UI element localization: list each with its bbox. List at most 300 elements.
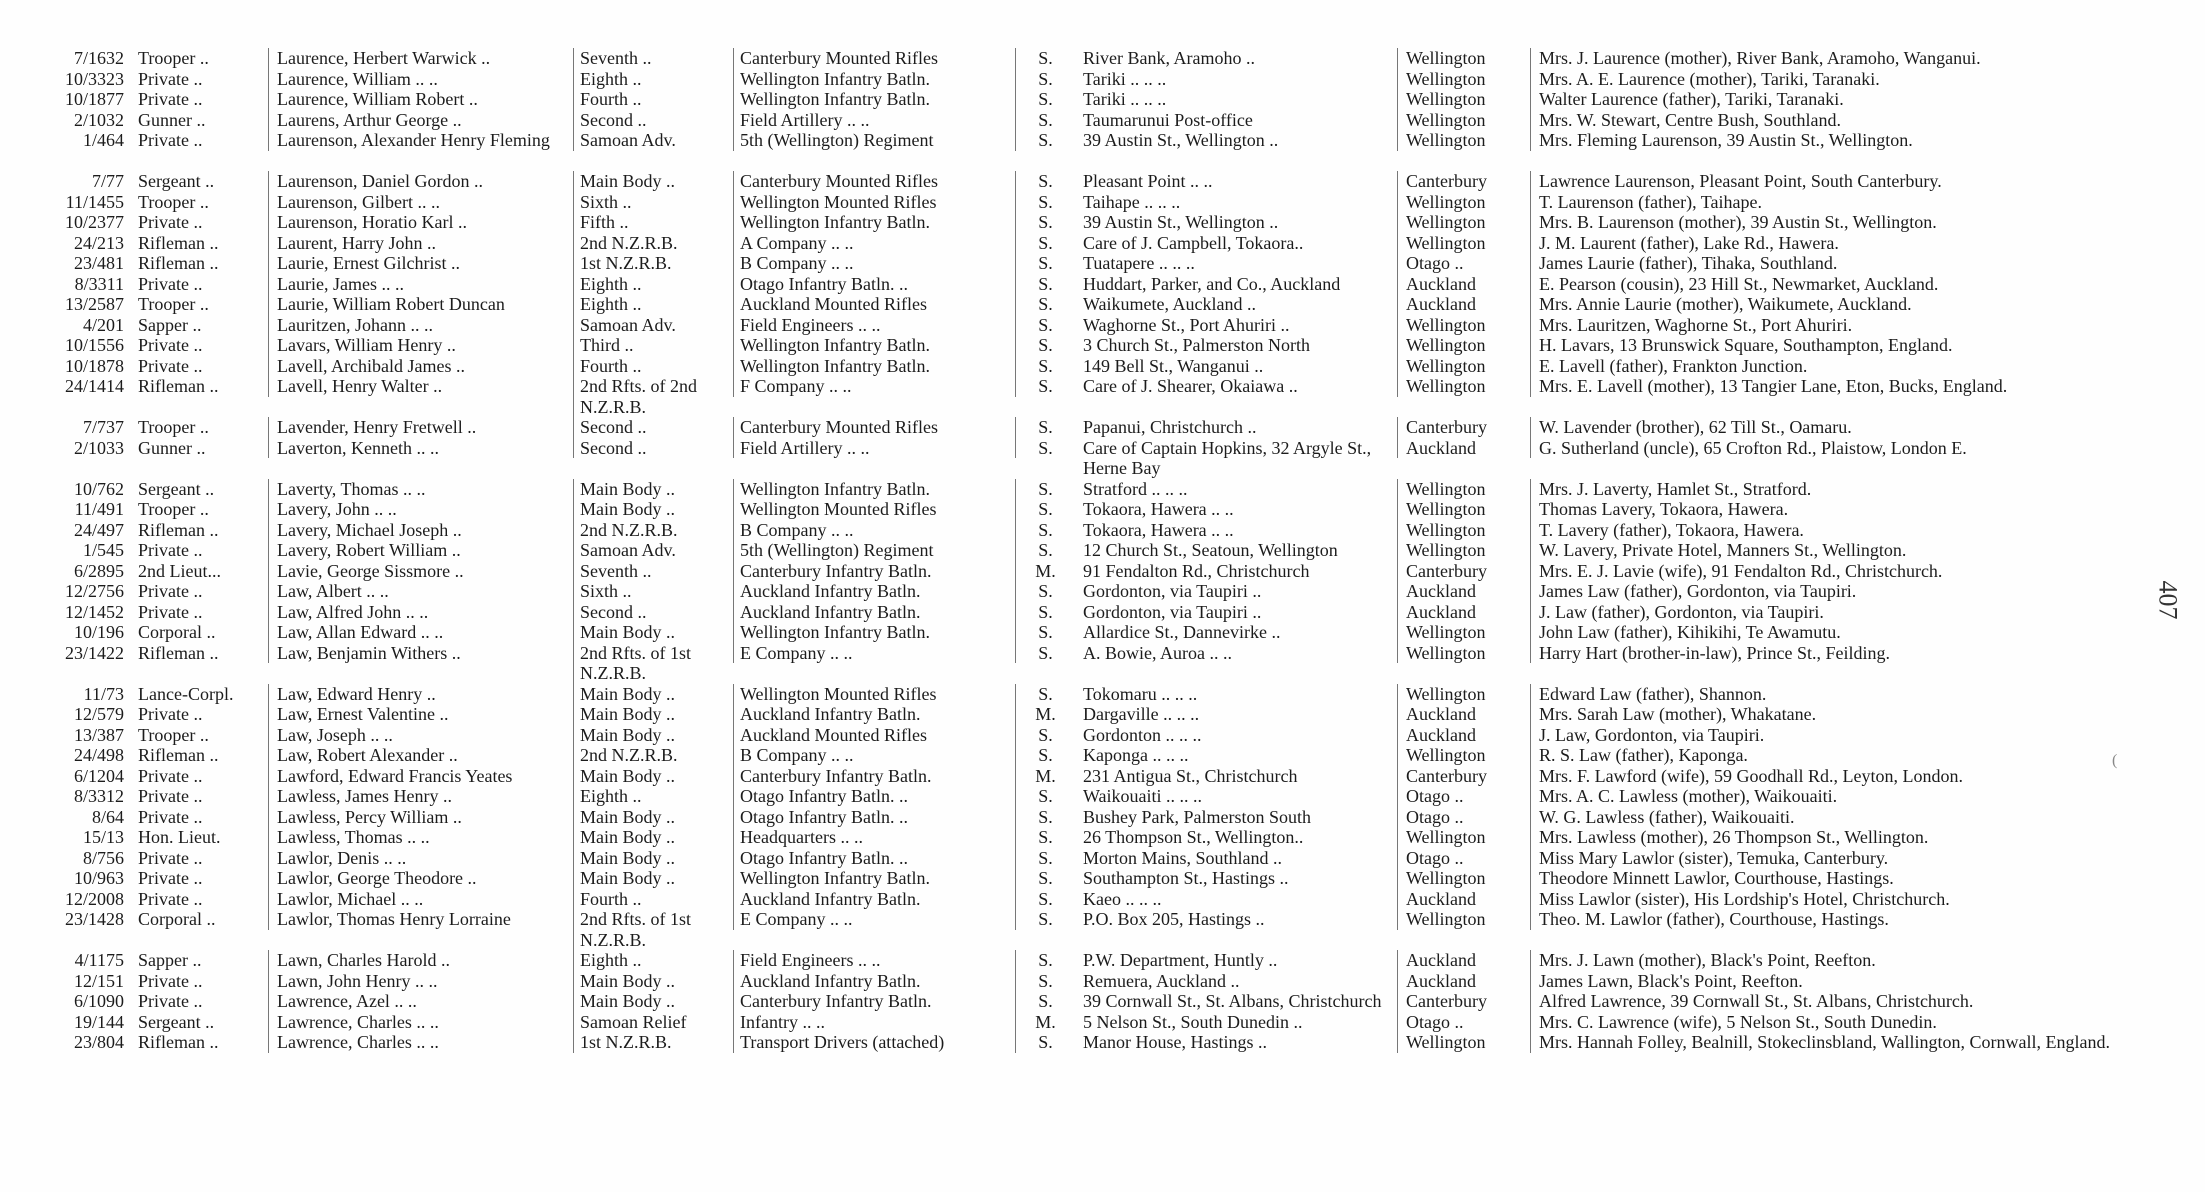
- cell-name: Lawford, Edward Francis Yeates: [268, 766, 573, 787]
- cell-region: Wellington: [1397, 684, 1530, 705]
- roll-entry: [38, 110, 2138, 131]
- cell-corps: Canterbury Infantry Batln.: [733, 766, 1015, 787]
- roll-entry: [38, 48, 2138, 69]
- cell-corps: Auckland Infantry Batln.: [733, 889, 1015, 910]
- cell-addr: Taumarunui Post-office: [1083, 109, 1253, 130]
- cell-addr: Papanui, Christchurch ..: [1083, 417, 1257, 437]
- cell-kin: Mrs. E. J. Lavie (wife), 91 Fendalton Rd., Christchurch.: [1530, 561, 2138, 582]
- cell-region: Wellington: [1397, 69, 1530, 90]
- cell-rank: Rifleman ..: [138, 642, 219, 663]
- cell-rank: Private ..: [138, 991, 203, 1011]
- cell-region: Auckland: [1397, 950, 1530, 971]
- cell-kin: Mrs. Annie Laurie (mother), Waikumete, Auckland.: [1530, 294, 2138, 315]
- cell-num: 10/1877: [64, 89, 124, 109]
- cell-kin: W. Lavery, Private Hotel, Manners St., Wellington.: [1530, 540, 2138, 561]
- cell-num: 10/1878: [64, 355, 124, 376]
- cell-corps: Headquarters .. ..: [733, 827, 1015, 848]
- cell-corps: Wellington Infantry Batln.: [733, 356, 1015, 377]
- cell-ms: S.: [1015, 233, 1075, 254]
- cell-corps: E Company .. ..: [733, 909, 1015, 930]
- cell-num: 24/213: [73, 232, 124, 253]
- cell-kin: Mrs. E. Lavell (mother), 13 Tangier Lane, Eton, Bucks, England.: [1530, 376, 2138, 397]
- cell-unit: Samoan Relief: [573, 1012, 733, 1033]
- cell-region: Auckland: [1397, 602, 1530, 623]
- cell-addr: Taihape .. .. ..: [1083, 191, 1181, 212]
- cell-name: Laurence, William Robert ..: [268, 89, 573, 110]
- cell-ms: S.: [1015, 807, 1075, 828]
- cell-addr: River Bank, Aramoho ..: [1083, 48, 1255, 68]
- cell-unit: Main Body ..: [573, 704, 733, 725]
- page-number: 407: [2153, 580, 2183, 620]
- cell-name: Laurie, Ernest Gilchrist ..: [268, 253, 573, 274]
- cell-kin: John Law (father), Kihikihi, Te Awamutu.: [1530, 622, 2138, 643]
- roll-entry: [38, 827, 2138, 848]
- cell-ms: S.: [1015, 950, 1075, 971]
- cell-corps: Wellington Mounted Rifles: [733, 684, 1015, 705]
- roll-entry: [38, 540, 2138, 561]
- cell-addr: Dargaville .. .. ..: [1083, 704, 1200, 724]
- roll-entry: [38, 786, 2138, 807]
- cell-addr: Huddart, Parker, and Co., Auckland: [1083, 273, 1341, 294]
- cell-ms: S.: [1015, 889, 1075, 910]
- cell-unit: 1st N.Z.R.B.: [573, 253, 733, 274]
- cell-unit: 2nd Rfts. of 1st N.Z.R.B.: [573, 909, 733, 950]
- cell-ms: S.: [1015, 376, 1075, 397]
- cell-ms: S.: [1015, 520, 1075, 541]
- cell-rank: Private ..: [138, 540, 203, 560]
- cell-corps: F Company .. ..: [733, 376, 1015, 397]
- cell-ms: S.: [1015, 89, 1075, 110]
- cell-rank: Private ..: [138, 888, 203, 909]
- cell-region: Wellington: [1397, 110, 1530, 131]
- roll-entry: [38, 274, 2138, 295]
- cell-region: Auckland: [1397, 581, 1530, 602]
- cell-unit: Fourth ..: [573, 89, 733, 110]
- cell-unit: Eighth ..: [573, 274, 733, 295]
- cell-corps: Field Engineers .. ..: [733, 315, 1015, 336]
- cell-addr: Gordonton, via Taupiri ..: [1083, 601, 1262, 622]
- cell-kin: J. M. Laurent (father), Lake Rd., Hawera.: [1530, 233, 2138, 254]
- roll-entry: [38, 356, 2138, 377]
- cell-rank: Rifleman ..: [138, 1032, 219, 1052]
- cell-ms: S.: [1015, 499, 1075, 520]
- cell-num: 12/2008: [64, 888, 124, 909]
- cell-name: Laurent, Harry John ..: [268, 233, 573, 254]
- cell-rank: Trooper ..: [138, 724, 209, 745]
- cell-addr: 39 Cornwall St., St. Albans, Christchurch: [1083, 991, 1382, 1011]
- cell-name: Lawless, Percy William ..: [268, 807, 573, 828]
- cell-kin: Mrs. B. Laurenson (mother), 39 Austin St., Wellington.: [1530, 212, 2138, 233]
- cell-unit: Eighth ..: [573, 786, 733, 807]
- cell-ms: S.: [1015, 315, 1075, 336]
- cell-rank: Private ..: [138, 68, 203, 89]
- cell-unit: 2nd Rfts. of 1st N.Z.R.B.: [573, 643, 733, 684]
- cell-num: 11/491: [74, 499, 124, 519]
- cell-unit: Eighth ..: [573, 950, 733, 971]
- cell-name: Lawn, John Henry .. ..: [268, 971, 573, 992]
- cell-name: Laurenson, Daniel Gordon ..: [268, 171, 573, 192]
- cell-ms: S.: [1015, 848, 1075, 869]
- cell-addr: Waghorne St., Port Ahuriri ..: [1083, 314, 1290, 335]
- cell-region: Wellington: [1397, 622, 1530, 643]
- cell-addr: 3 Church St., Palmerston North: [1083, 335, 1310, 355]
- cell-region: Wellington: [1397, 48, 1530, 69]
- cell-kin: Mrs. C. Lawrence (wife), 5 Nelson St., South Dunedin.: [1530, 1012, 2138, 1033]
- roll-entry: [38, 1012, 2138, 1033]
- cell-unit: Main Body ..: [573, 848, 733, 869]
- cell-kin: E. Pearson (cousin), 23 Hill St., Newmarket, Auckland.: [1530, 274, 2138, 295]
- cell-kin: W. G. Lawless (father), Waikouaiti.: [1530, 807, 2138, 828]
- cell-name: Laurenson, Horatio Karl ..: [268, 212, 573, 233]
- cell-rank: Rifleman ..: [138, 519, 219, 540]
- cell-region: Otago ..: [1397, 848, 1530, 869]
- cell-rank: Rifleman ..: [138, 232, 219, 253]
- cell-corps: Wellington Mounted Rifles: [733, 499, 1015, 520]
- cell-kin: Mrs. A. C. Lawless (mother), Waikouaiti.: [1530, 786, 2138, 807]
- cell-corps: Auckland Mounted Rifles: [733, 294, 1015, 315]
- cell-num: 24/497: [73, 519, 124, 540]
- roll-entry: [38, 622, 2138, 643]
- cell-rank: Private ..: [138, 273, 203, 294]
- cell-ms: S.: [1015, 212, 1075, 233]
- cell-kin: R. S. Law (father), Kaponga.: [1530, 745, 2138, 766]
- cell-corps: Canterbury Mounted Rifles: [733, 48, 1015, 69]
- cell-corps: Otago Infantry Batln. ..: [733, 274, 1015, 295]
- cell-num: 10/2377: [64, 212, 124, 232]
- roll-entry: [38, 766, 2138, 787]
- cell-name: Lavell, Archibald James ..: [268, 356, 573, 377]
- cell-addr: 231 Antigua St., Christchurch: [1083, 765, 1298, 786]
- cell-corps: Field Artillery .. ..: [733, 438, 1015, 459]
- cell-region: Wellington: [1397, 192, 1530, 213]
- cell-region: Wellington: [1397, 499, 1530, 520]
- cell-addr: A. Bowie, Auroa .. ..: [1083, 642, 1232, 663]
- cell-num: 6/2895: [73, 560, 124, 581]
- cell-num: 2/1033: [73, 437, 124, 458]
- cell-kin: T. Laurenson (father), Taihape.: [1530, 192, 2138, 213]
- cell-num: 7/77: [91, 171, 124, 191]
- cell-kin: James Lawn, Black's Point, Reefton.: [1530, 971, 2138, 992]
- cell-region: Wellington: [1397, 376, 1530, 397]
- cell-unit: Second ..: [573, 417, 733, 438]
- cell-num: 23/804: [73, 1032, 124, 1052]
- cell-region: Auckland: [1397, 294, 1530, 315]
- cell-region: Canterbury: [1397, 171, 1530, 192]
- cell-num: 23/1422: [64, 642, 124, 663]
- roll-entry: [38, 438, 2138, 479]
- roll-entry: [38, 848, 2138, 869]
- cell-addr: Tokaora, Hawera .. ..: [1083, 499, 1234, 519]
- cell-rank: Trooper ..: [138, 499, 209, 519]
- cell-num: 8/64: [91, 806, 124, 827]
- cell-num: 10/762: [73, 478, 124, 499]
- roll-entry: [38, 950, 2138, 971]
- cell-addr: Kaeo .. .. ..: [1083, 888, 1162, 909]
- cell-name: Laurenson, Gilbert .. ..: [268, 192, 573, 213]
- cell-rank: Sergeant ..: [138, 171, 215, 191]
- cell-ms: S.: [1015, 602, 1075, 623]
- cell-corps: Auckland Mounted Rifles: [733, 725, 1015, 746]
- roll-entry: [38, 89, 2138, 110]
- cell-num: 1/545: [82, 540, 124, 560]
- cell-kin: G. Sutherland (uncle), 65 Crofton Rd., Plaistow, London E.: [1530, 438, 2138, 459]
- cell-rank: Private ..: [138, 335, 203, 355]
- cell-name: Law, Ernest Valentine ..: [268, 704, 573, 725]
- cell-corps: Auckland Infantry Batln.: [733, 581, 1015, 602]
- cell-name: Law, Joseph .. ..: [268, 725, 573, 746]
- cell-num: 6/1204: [73, 765, 124, 786]
- cell-kin: E. Lavell (father), Frankton Junction.: [1530, 356, 2138, 377]
- cell-name: Lavery, John .. ..: [268, 499, 573, 520]
- cell-addr: Tariki .. .. ..: [1083, 89, 1167, 109]
- cell-ms: S.: [1015, 684, 1075, 705]
- cell-addr: Tariki .. .. ..: [1083, 68, 1167, 89]
- cell-ms: S.: [1015, 274, 1075, 295]
- cell-corps: Infantry .. ..: [733, 1012, 1015, 1033]
- cell-region: Otago ..: [1397, 786, 1530, 807]
- cell-ms: S.: [1015, 971, 1075, 992]
- cell-name: Lauritzen, Johann .. ..: [268, 315, 573, 336]
- cell-num: 12/1452: [64, 601, 124, 622]
- cell-rank: Private ..: [138, 868, 203, 888]
- cell-unit: 2nd N.Z.R.B.: [573, 520, 733, 541]
- cell-ms: S.: [1015, 622, 1075, 643]
- cell-kin: J. Law (father), Gordonton, via Taupiri.: [1530, 602, 2138, 623]
- cell-kin: Miss Lawlor (sister), His Lordship's Hotel, Christchurch.: [1530, 889, 2138, 910]
- cell-corps: Otago Infantry Batln. ..: [733, 807, 1015, 828]
- cell-ms: S.: [1015, 643, 1075, 664]
- roll-entry: [38, 971, 2138, 992]
- cell-corps: B Company .. ..: [733, 520, 1015, 541]
- roll-entry: [38, 745, 2138, 766]
- cell-corps: E Company .. ..: [733, 643, 1015, 664]
- print-speck: (: [2112, 752, 2118, 769]
- cell-num: 1/464: [82, 130, 124, 150]
- cell-ms: S.: [1015, 581, 1075, 602]
- cell-rank: Trooper ..: [138, 294, 209, 314]
- cell-region: Auckland: [1397, 438, 1530, 459]
- cell-unit: Seventh ..: [573, 561, 733, 582]
- cell-region: Otago ..: [1397, 1012, 1530, 1033]
- cell-unit: Main Body ..: [573, 971, 733, 992]
- roll-entry: [38, 376, 2138, 417]
- cell-kin: Harry Hart (brother-in-law), Prince St., Feilding.: [1530, 643, 2138, 664]
- cell-unit: Seventh ..: [573, 48, 733, 69]
- roll-entry: [38, 909, 2138, 950]
- cell-ms: S.: [1015, 479, 1075, 500]
- cell-unit: Main Body ..: [573, 807, 733, 828]
- cell-region: Canterbury: [1397, 417, 1530, 438]
- cell-unit: Second ..: [573, 110, 733, 131]
- cell-num: 12/579: [73, 704, 124, 724]
- roll-entry: [38, 561, 2138, 582]
- cell-ms: S.: [1015, 745, 1075, 766]
- cell-unit: Sixth ..: [573, 581, 733, 602]
- cell-region: Wellington: [1397, 479, 1530, 500]
- cell-rank: Hon. Lieut.: [138, 827, 221, 847]
- cell-unit: Samoan Adv.: [573, 540, 733, 561]
- cell-unit: Sixth ..: [573, 192, 733, 213]
- cell-kin: James Laurie (father), Tihaka, Southland.: [1530, 253, 2138, 274]
- cell-rank: Sergeant ..: [138, 1011, 215, 1032]
- cell-rank: Private ..: [138, 89, 203, 109]
- cell-corps: Wellington Infantry Batln.: [733, 89, 1015, 110]
- cell-rank: Corporal ..: [138, 622, 216, 642]
- cell-addr: Allardice St., Dannevirke ..: [1083, 622, 1281, 642]
- cell-addr: Waikouaiti .. .. ..: [1083, 786, 1203, 806]
- cell-rank: Trooper ..: [138, 191, 209, 212]
- cell-kin: Mrs. J. Laurence (mother), River Bank, Aramoho, Wanganui.: [1530, 48, 2138, 69]
- cell-num: 23/481: [73, 253, 124, 273]
- cell-rank: Private ..: [138, 130, 203, 150]
- cell-corps: Canterbury Mounted Rifles: [733, 417, 1015, 438]
- cell-ms: S.: [1015, 540, 1075, 561]
- roll-entry: [38, 192, 2138, 213]
- cell-ms: M.: [1015, 704, 1075, 725]
- cell-name: Lavery, Robert William ..: [268, 540, 573, 561]
- cell-rank: Sapper ..: [138, 950, 202, 970]
- cell-region: Wellington: [1397, 909, 1530, 930]
- cell-unit: Main Body ..: [573, 171, 733, 192]
- cell-region: Otago ..: [1397, 807, 1530, 828]
- roll-entry: [38, 212, 2138, 233]
- cell-addr: 26 Thompson St., Wellington..: [1083, 827, 1304, 847]
- cell-region: Wellington: [1397, 335, 1530, 356]
- cell-rank: Gunner ..: [138, 437, 206, 458]
- cell-corps: Transport Drivers (attached): [733, 1032, 1015, 1053]
- cell-name: Lawlor, Michael .. ..: [268, 889, 573, 910]
- cell-num: 13/2587: [64, 294, 124, 314]
- cell-ms: S.: [1015, 294, 1075, 315]
- cell-corps: Otago Infantry Batln. ..: [733, 786, 1015, 807]
- roll-entry: [38, 1032, 2138, 1053]
- cell-unit: Samoan Adv.: [573, 315, 733, 336]
- cell-region: Wellington: [1397, 1032, 1530, 1053]
- cell-unit: Eighth ..: [573, 294, 733, 315]
- cell-num: 13/387: [73, 724, 124, 745]
- cell-name: Law, Alfred John .. ..: [268, 602, 573, 623]
- cell-kin: Mrs. Fleming Laurenson, 39 Austin St., Wellington.: [1530, 130, 2138, 151]
- cell-corps: Auckland Infantry Batln.: [733, 971, 1015, 992]
- cell-unit: Fifth ..: [573, 212, 733, 233]
- roll-entry: [38, 315, 2138, 336]
- cell-addr: Remuera, Auckland ..: [1083, 970, 1240, 991]
- roll-entry: [38, 889, 2138, 910]
- cell-corps: Field Engineers .. ..: [733, 950, 1015, 971]
- cell-num: 19/144: [73, 1011, 124, 1032]
- cell-rank: Private ..: [138, 581, 203, 601]
- cell-region: Wellington: [1397, 315, 1530, 336]
- cell-addr: 91 Fendalton Rd., Christchurch: [1083, 560, 1310, 581]
- cell-ms: S.: [1015, 110, 1075, 131]
- cell-rank: 2nd Lieut...: [138, 560, 221, 581]
- roll-entry: [38, 807, 2138, 828]
- roll-entry: [38, 704, 2138, 725]
- cell-unit: Main Body ..: [573, 622, 733, 643]
- cell-rank: Private ..: [138, 601, 203, 622]
- cell-num: 15/13: [82, 827, 124, 847]
- cell-unit: Second ..: [573, 438, 733, 459]
- cell-ms: M.: [1015, 561, 1075, 582]
- cell-rank: Private ..: [138, 970, 203, 991]
- cell-num: 24/1414: [64, 376, 124, 396]
- cell-ms: S.: [1015, 725, 1075, 746]
- cell-region: Wellington: [1397, 233, 1530, 254]
- cell-ms: S.: [1015, 909, 1075, 930]
- cell-corps: Wellington Infantry Batln.: [733, 212, 1015, 233]
- cell-name: Laurence, Herbert Warwick ..: [268, 48, 573, 69]
- cell-name: Lawless, Thomas .. ..: [268, 827, 573, 848]
- cell-name: Lawrence, Charles .. ..: [268, 1032, 573, 1053]
- cell-unit: Eighth ..: [573, 69, 733, 90]
- cell-kin: James Law (father), Gordonton, via Taupiri.: [1530, 581, 2138, 602]
- cell-ms: S.: [1015, 171, 1075, 192]
- cell-ms: S.: [1015, 868, 1075, 889]
- cell-corps: Canterbury Infantry Batln.: [733, 561, 1015, 582]
- cell-ms: S.: [1015, 438, 1075, 459]
- cell-num: 11/1455: [65, 191, 124, 212]
- cell-unit: Main Body ..: [573, 684, 733, 705]
- cell-name: Laurie, William Robert Duncan: [268, 294, 573, 315]
- roll-entry: [38, 499, 2138, 520]
- cell-ms: M.: [1015, 1012, 1075, 1033]
- cell-region: Wellington: [1397, 89, 1530, 110]
- cell-rank: Trooper ..: [138, 417, 209, 437]
- roll-entry: [38, 643, 2138, 684]
- cell-kin: Mrs. Sarah Law (mother), Whakatane.: [1530, 704, 2138, 725]
- cell-rank: Private ..: [138, 806, 203, 827]
- cell-rank: Sergeant ..: [138, 478, 215, 499]
- cell-unit: Main Body ..: [573, 991, 733, 1012]
- cell-rank: Gunner ..: [138, 109, 206, 130]
- cell-addr: Bushey Park, Palmerston South: [1083, 806, 1311, 827]
- cell-unit: 2nd Rfts. of 2nd N.Z.R.B.: [573, 376, 733, 417]
- cell-addr: Waikumete, Auckland ..: [1083, 294, 1257, 314]
- cell-name: Laurie, James .. ..: [268, 274, 573, 295]
- cell-region: Canterbury: [1397, 561, 1530, 582]
- cell-corps: Wellington Mounted Rifles: [733, 192, 1015, 213]
- cell-addr: 39 Austin St., Wellington ..: [1083, 130, 1279, 150]
- cell-name: Lawlor, George Theodore ..: [268, 868, 573, 889]
- cell-corps: Wellington Infantry Batln.: [733, 335, 1015, 356]
- cell-corps: Wellington Infantry Batln.: [733, 868, 1015, 889]
- roll-entry: [38, 233, 2138, 254]
- cell-unit: Samoan Adv.: [573, 130, 733, 151]
- cell-unit: 1st N.Z.R.B.: [573, 1032, 733, 1053]
- cell-kin: Edward Law (father), Shannon.: [1530, 684, 2138, 705]
- cell-region: Otago ..: [1397, 253, 1530, 274]
- cell-addr: Southampton St., Hastings ..: [1083, 868, 1289, 888]
- roll-entry: [38, 725, 2138, 746]
- cell-rank: Private ..: [138, 847, 203, 868]
- cell-addr: Tokaora, Hawera .. ..: [1083, 519, 1234, 540]
- cell-kin: Mrs. Hannah Folley, Bealnill, Stokeclinsbland, Wallington, Cornwall, England.: [1530, 1032, 2138, 1053]
- cell-name: Law, Allan Edward .. ..: [268, 622, 573, 643]
- cell-rank: Corporal ..: [138, 909, 216, 929]
- cell-addr: Gordonton .. .. ..: [1083, 724, 1202, 745]
- cell-name: Lavell, Henry Walter ..: [268, 376, 573, 397]
- cell-region: Wellington: [1397, 745, 1530, 766]
- cell-rank: Private ..: [138, 765, 203, 786]
- cell-kin: Mrs. W. Stewart, Centre Bush, Southland.: [1530, 110, 2138, 131]
- cell-ms: S.: [1015, 417, 1075, 438]
- roll-entry: [38, 520, 2138, 541]
- cell-corps: 5th (Wellington) Regiment: [733, 130, 1015, 151]
- cell-name: Lawn, Charles Harold ..: [268, 950, 573, 971]
- cell-ms: S.: [1015, 69, 1075, 90]
- cell-ms: S.: [1015, 786, 1075, 807]
- cell-corps: A Company .. ..: [733, 233, 1015, 254]
